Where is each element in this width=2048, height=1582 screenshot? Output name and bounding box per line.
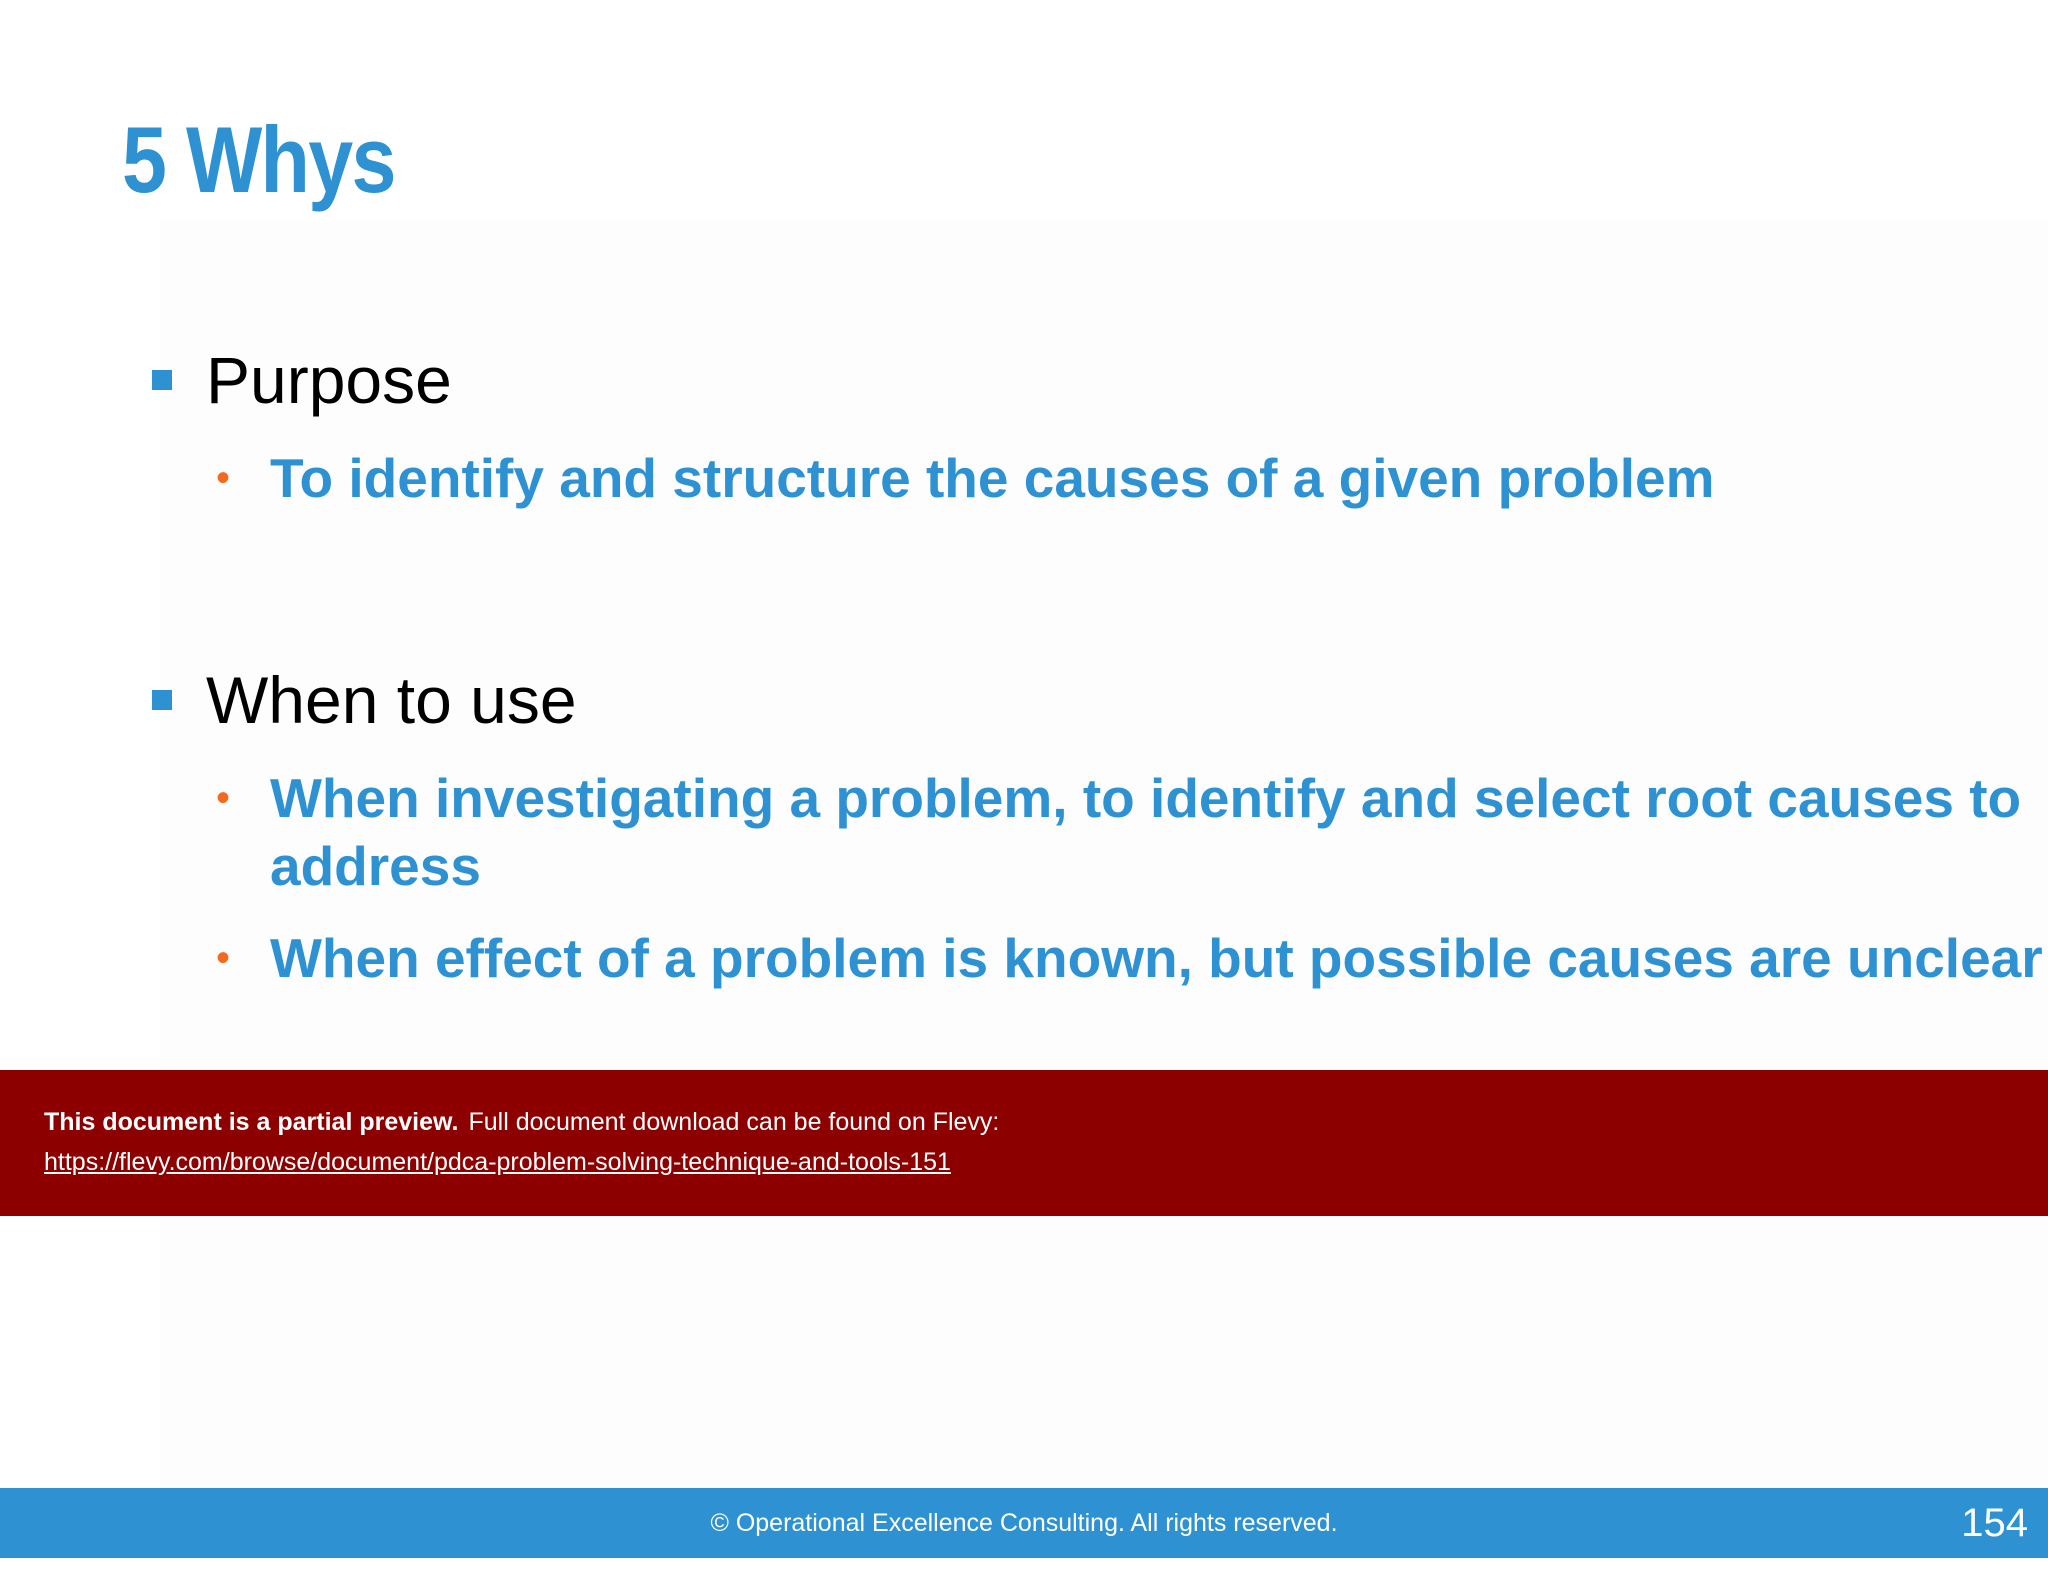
list-item-text: To identify and structure the causes of a given problem [270, 447, 1715, 509]
copyright-text: © Operational Excellence Consulting. All rights reserved. [710, 1509, 1338, 1537]
section-label: When to use [206, 663, 577, 737]
section-heading [150, 340, 2048, 420]
square-bullet-icon [152, 690, 172, 710]
list-item-text: When investigating a problem, to identify and select root causes to address [270, 767, 2022, 897]
list-item [150, 764, 2048, 900]
preview-notice [44, 1108, 999, 1137]
list-item [150, 444, 2048, 512]
section-when-to-use [150, 660, 2048, 992]
preview-notice-text: Full document download can be found on Flevy: [468, 1108, 1000, 1136]
list-item-text: When effect of a problem is known, but possible causes are unclear [270, 927, 2043, 989]
list-item [150, 924, 2048, 992]
square-bullet-icon [152, 370, 172, 390]
dot-bullet-icon: • [216, 936, 231, 980]
document-download-link[interactable]: https://flevy.com/browse/document/pdca-problem-solving-technique-and-tools-151 [44, 1148, 951, 1176]
footer-bar [0, 1488, 2048, 1558]
preview-banner [0, 1070, 2048, 1216]
section-purpose [150, 340, 2048, 512]
page-number: 154 [1961, 1501, 2028, 1545]
dot-bullet-icon: • [216, 776, 231, 820]
section-label: Purpose [206, 343, 452, 417]
section-heading [150, 660, 2048, 740]
preview-notice-bold: This document is a partial preview. [44, 1108, 459, 1136]
slide-title: 5 Whys [122, 107, 395, 212]
dot-bullet-icon: • [216, 456, 231, 500]
